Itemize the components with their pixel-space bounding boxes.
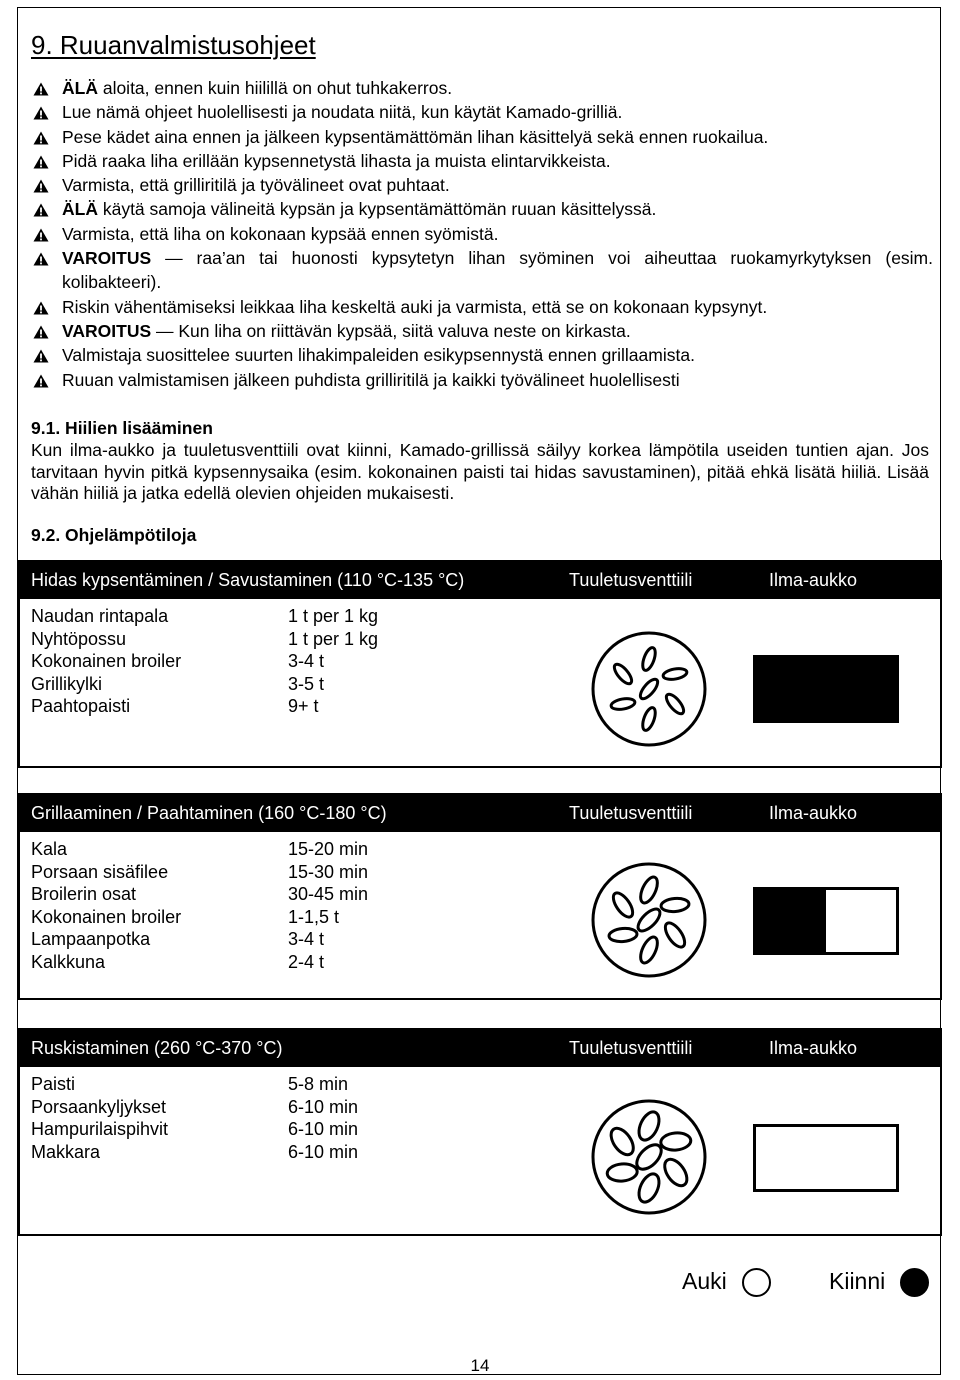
warning-triangle-icon [33, 203, 49, 217]
panel-header [20, 1030, 940, 1067]
warning-item [33, 149, 933, 173]
food-item: Hampurilaispihvit [31, 1119, 169, 1140]
closed-circle-icon [900, 1268, 929, 1297]
panel-title: Hidas kypsentäminen / Savustaminen (110 °C-135 °C) [31, 570, 465, 590]
warning-item [33, 222, 933, 246]
vent-label: Tuuletusventtiili [569, 1038, 693, 1058]
time-item: 6-10 min [288, 1119, 359, 1140]
warning-text: käytä samoja välineitä kypsän ja kypsentämättömän ruuan käsittelyssä. [97, 199, 657, 220]
warning-triangle-icon [33, 228, 49, 242]
section-heading-91: 9.1. Hiilien lisääminen [31, 418, 213, 438]
warning-triangle-icon [33, 252, 49, 266]
vent-dial-icon [590, 630, 708, 748]
legend-closed-label: Kiinni [829, 1268, 886, 1294]
warning-triangle-icon [33, 325, 49, 339]
warning-text: Pese kädet aina ennen ja jälkeen kypsentämättömän lihan käsittelyä sekä ennen ruokailua. [62, 126, 769, 147]
food-item: Paahtopaisti [31, 696, 131, 717]
section-heading-92: 9.2. Ohjelämpötiloja [31, 525, 197, 545]
warning-item [33, 197, 933, 221]
page-title: 9. Ruuanvalmistusohjeet [31, 30, 316, 60]
warning-item [33, 295, 933, 319]
air-vent-open-icon [753, 1124, 899, 1192]
warning-item [33, 343, 933, 367]
air-label: Ilma-aukko [769, 803, 858, 823]
time-item: 2-4 t [288, 951, 325, 972]
air-vent-closed-icon [753, 655, 899, 723]
food-item: Nyhtöpossu [31, 628, 127, 649]
warning-text: Valmistaja suosittelee suurten lihakimpaleiden esikypsennystä ennen grillaamista. [62, 345, 695, 366]
warning-item [33, 246, 933, 295]
open-circle-icon [742, 1268, 771, 1297]
air-vent-half-icon [753, 887, 899, 955]
warning-text: Varmista, että grilliritilä ja työvälineet ovat puhtaat. [62, 175, 450, 196]
vent-label: Tuuletusventtiili [569, 570, 693, 590]
time-item: 15-30 min [288, 861, 369, 882]
time-list [288, 1073, 358, 1163]
warning-list [33, 76, 933, 392]
warning-triangle-icon [33, 106, 49, 120]
warning-text: — raa’an tai huonosti kypsytetyn lihan syöminen voi aiheuttaa ruokamyrkytyksen (esim. kolibakteeri). [62, 248, 933, 293]
food-item: Lampaanpotka [31, 929, 151, 950]
vent-dial-icon [590, 1098, 708, 1216]
warning-triangle-icon [33, 131, 49, 145]
food-item: Broilerin osat [31, 884, 137, 905]
food-item: Kokonainen broiler [31, 906, 182, 927]
warning-item [33, 368, 933, 392]
warning-text: — Kun liha on riittävän kypsää, siitä valuva neste on kirkasta. [151, 320, 631, 341]
time-list [288, 605, 378, 718]
warning-text: Ruuan valmistamisen jälkeen puhdista grilliritilä ja kaikki työvälineet huolellisesti [62, 369, 680, 390]
warning-item [33, 173, 933, 197]
time-item: 9+ t [288, 696, 319, 717]
warning-keyword: VAROITUS [62, 320, 152, 341]
time-item: 6-10 min [288, 1141, 359, 1162]
time-item: 3-4 t [288, 929, 325, 950]
time-item: 3-5 t [288, 673, 325, 694]
warning-keyword: VAROITUS [62, 248, 152, 269]
food-list [31, 605, 181, 718]
time-list [288, 838, 368, 974]
panel-header [20, 562, 940, 599]
warning-item [33, 100, 933, 124]
food-item: Makkara [31, 1141, 101, 1162]
panel-title: Ruskistaminen (260 °C-370 °C) [31, 1038, 283, 1058]
food-list [31, 1073, 168, 1163]
warning-keyword: ÄLÄ [62, 199, 98, 220]
legend-open-label: Auki [682, 1268, 727, 1294]
warning-triangle-icon [33, 349, 49, 363]
warning-text: Riskin vähentämiseksi leikkaa liha keskeltä auki ja varmista, että se on kokonaan kypsynyt. [62, 296, 768, 317]
section-91-text: Kun ilma-aukko ja tuuletusventtiili ovat kiinni, Kamado-grillissä säilyy korkea lämpötila useiden tuntien ajan. Jos tarvitaan hyvin pitkä kypsennysaika (esim. kokonainen paisti tai hidas savustaminen), pitää ehkä lisätä hiiliä. Lisää vähän hiiliä ja jatka edellä olevien ohjeiden mukaisesti. [31, 440, 929, 503]
food-item: Kalkkuna [31, 951, 106, 972]
vent-label: Tuuletusventtiili [569, 803, 693, 823]
food-item: Kokonainen broiler [31, 651, 182, 672]
warning-triangle-icon [33, 301, 49, 315]
warning-triangle-icon [33, 179, 49, 193]
time-item: 15-20 min [288, 839, 369, 859]
food-item: Grillikylki [31, 673, 102, 694]
food-list [31, 838, 181, 974]
warning-triangle-icon [33, 155, 49, 169]
cooking-panel-slow [18, 560, 942, 768]
air-label: Ilma-aukko [769, 1038, 858, 1058]
time-item: 1 t per 1 kg [288, 606, 379, 626]
panel-title: Grillaaminen / Paahtaminen (160 °C-180 °C) [31, 803, 387, 823]
warning-text: Varmista, että liha on kokonaan kypsää ennen syömistä. [62, 223, 499, 244]
time-item: 3-4 t [288, 651, 325, 672]
warning-item [33, 125, 933, 149]
time-item: 1 t per 1 kg [288, 628, 379, 649]
warning-keyword: ÄLÄ [62, 78, 98, 98]
warning-item [33, 319, 933, 343]
food-item: Paisti [31, 1074, 76, 1094]
warning-triangle-icon [33, 82, 49, 96]
food-item: Porsaan sisäfilee [31, 861, 169, 882]
air-label: Ilma-aukko [769, 570, 858, 590]
food-item: Porsaankyljykset [31, 1096, 167, 1117]
cooking-panel-grill [18, 793, 942, 1000]
vent-dial-icon [590, 861, 708, 979]
time-item: 30-45 min [288, 884, 369, 905]
time-item: 6-10 min [288, 1096, 359, 1117]
time-item: 5-8 min [288, 1074, 349, 1094]
panel-header [20, 795, 940, 832]
page-number: 14 [470, 1356, 490, 1375]
food-item: Naudan rintapala [31, 606, 169, 626]
warning-item [33, 76, 933, 100]
warning-triangle-icon [33, 374, 49, 388]
warning-text: aloita, ennen kuin hiilillä on ohut tuhkakerros. [97, 78, 453, 98]
warning-text: Pidä raaka liha erillään kypsennetystä lihasta ja muista elintarvikkeista. [62, 150, 611, 171]
time-item: 1-1,5 t [288, 906, 340, 927]
cooking-panel-sear [18, 1028, 942, 1236]
food-item: Kala [31, 839, 68, 859]
warning-text: Lue nämä ohjeet huolellisesti ja noudata niitä, kun käytät Kamado-grilliä. [62, 102, 623, 123]
